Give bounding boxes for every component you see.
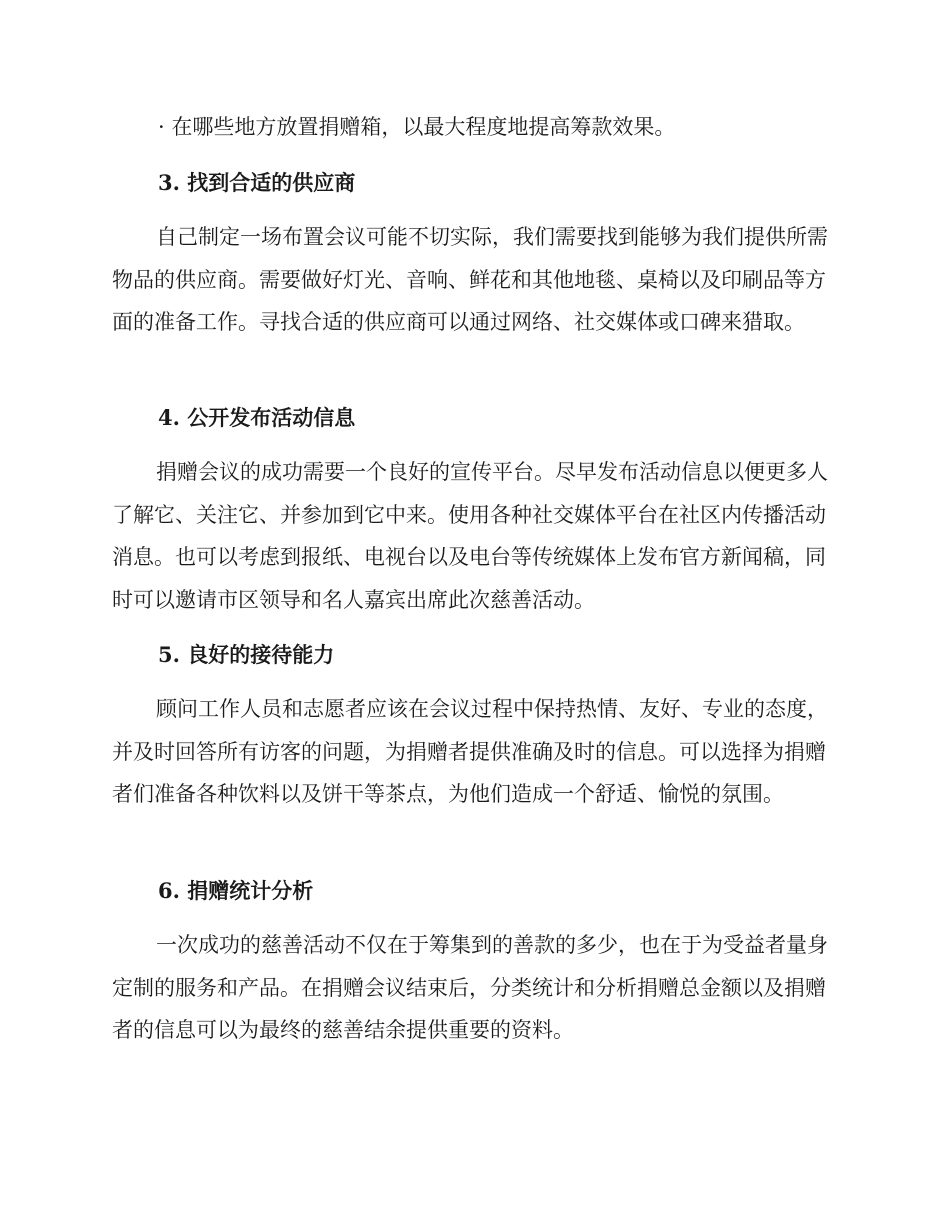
section-paragraph-publicity: 捐赠会议的成功需要一个良好的宣传平台。尽早发布活动信息以便更多人了解它、关注它、并参加到它中来。使用各种社交媒体平台在社区内传播活动消息。也可以考虑到报纸、电视台以及电台等传统媒体上发布官方新闻稿，同时可以邀请市区领导和名人嘉宾出席此次慈善活动。 [112,460,828,612]
section-heading-statistics: 6. 捐赠统计分析 [158,878,314,903]
section-paragraph-reception: 顾问工作人员和志愿者应该在会议过程中保持热情、友好、专业的态度，并及时回答所有访客的问题，为捐赠者提供准确及时的信息。可以选择为捐赠者们准备各种饮料以及饼干等茶点，为他们造成一个舒适、愉悦的氛围。 [112,697,828,807]
section-paragraph-suppliers: 自己制定一场布置会议可能不切实际，我们需要找到能够为我们提供所需物品的供应商。需要做好灯光、音响、鲜花和其他地毯、桌椅以及印刷品等方面的准备工作。寻找合适的供应商可以通过网络、社交媒体或口碑来猎取。 [112,225,828,335]
section-paragraph-statistics: 一次成功的慈善活动不仅在于筹集到的善款的多少，也在于为受益者量身定制的服务和产品。在捐赠会议结束后，分类统计和分析捐赠总金额以及捐赠者的信息可以为最终的慈善结余提供重要的资料。 [112,933,828,1043]
bullet-donation-box-placement: · 在哪些地方放置捐赠箱，以最大程度地提高筹款效果。 [158,115,676,139]
section-heading-suppliers: 3. 找到合适的供应商 [158,170,356,195]
section-heading-publicity: 4. 公开发布活动信息 [158,405,356,430]
section-heading-reception: 5. 良好的接待能力 [158,642,335,667]
